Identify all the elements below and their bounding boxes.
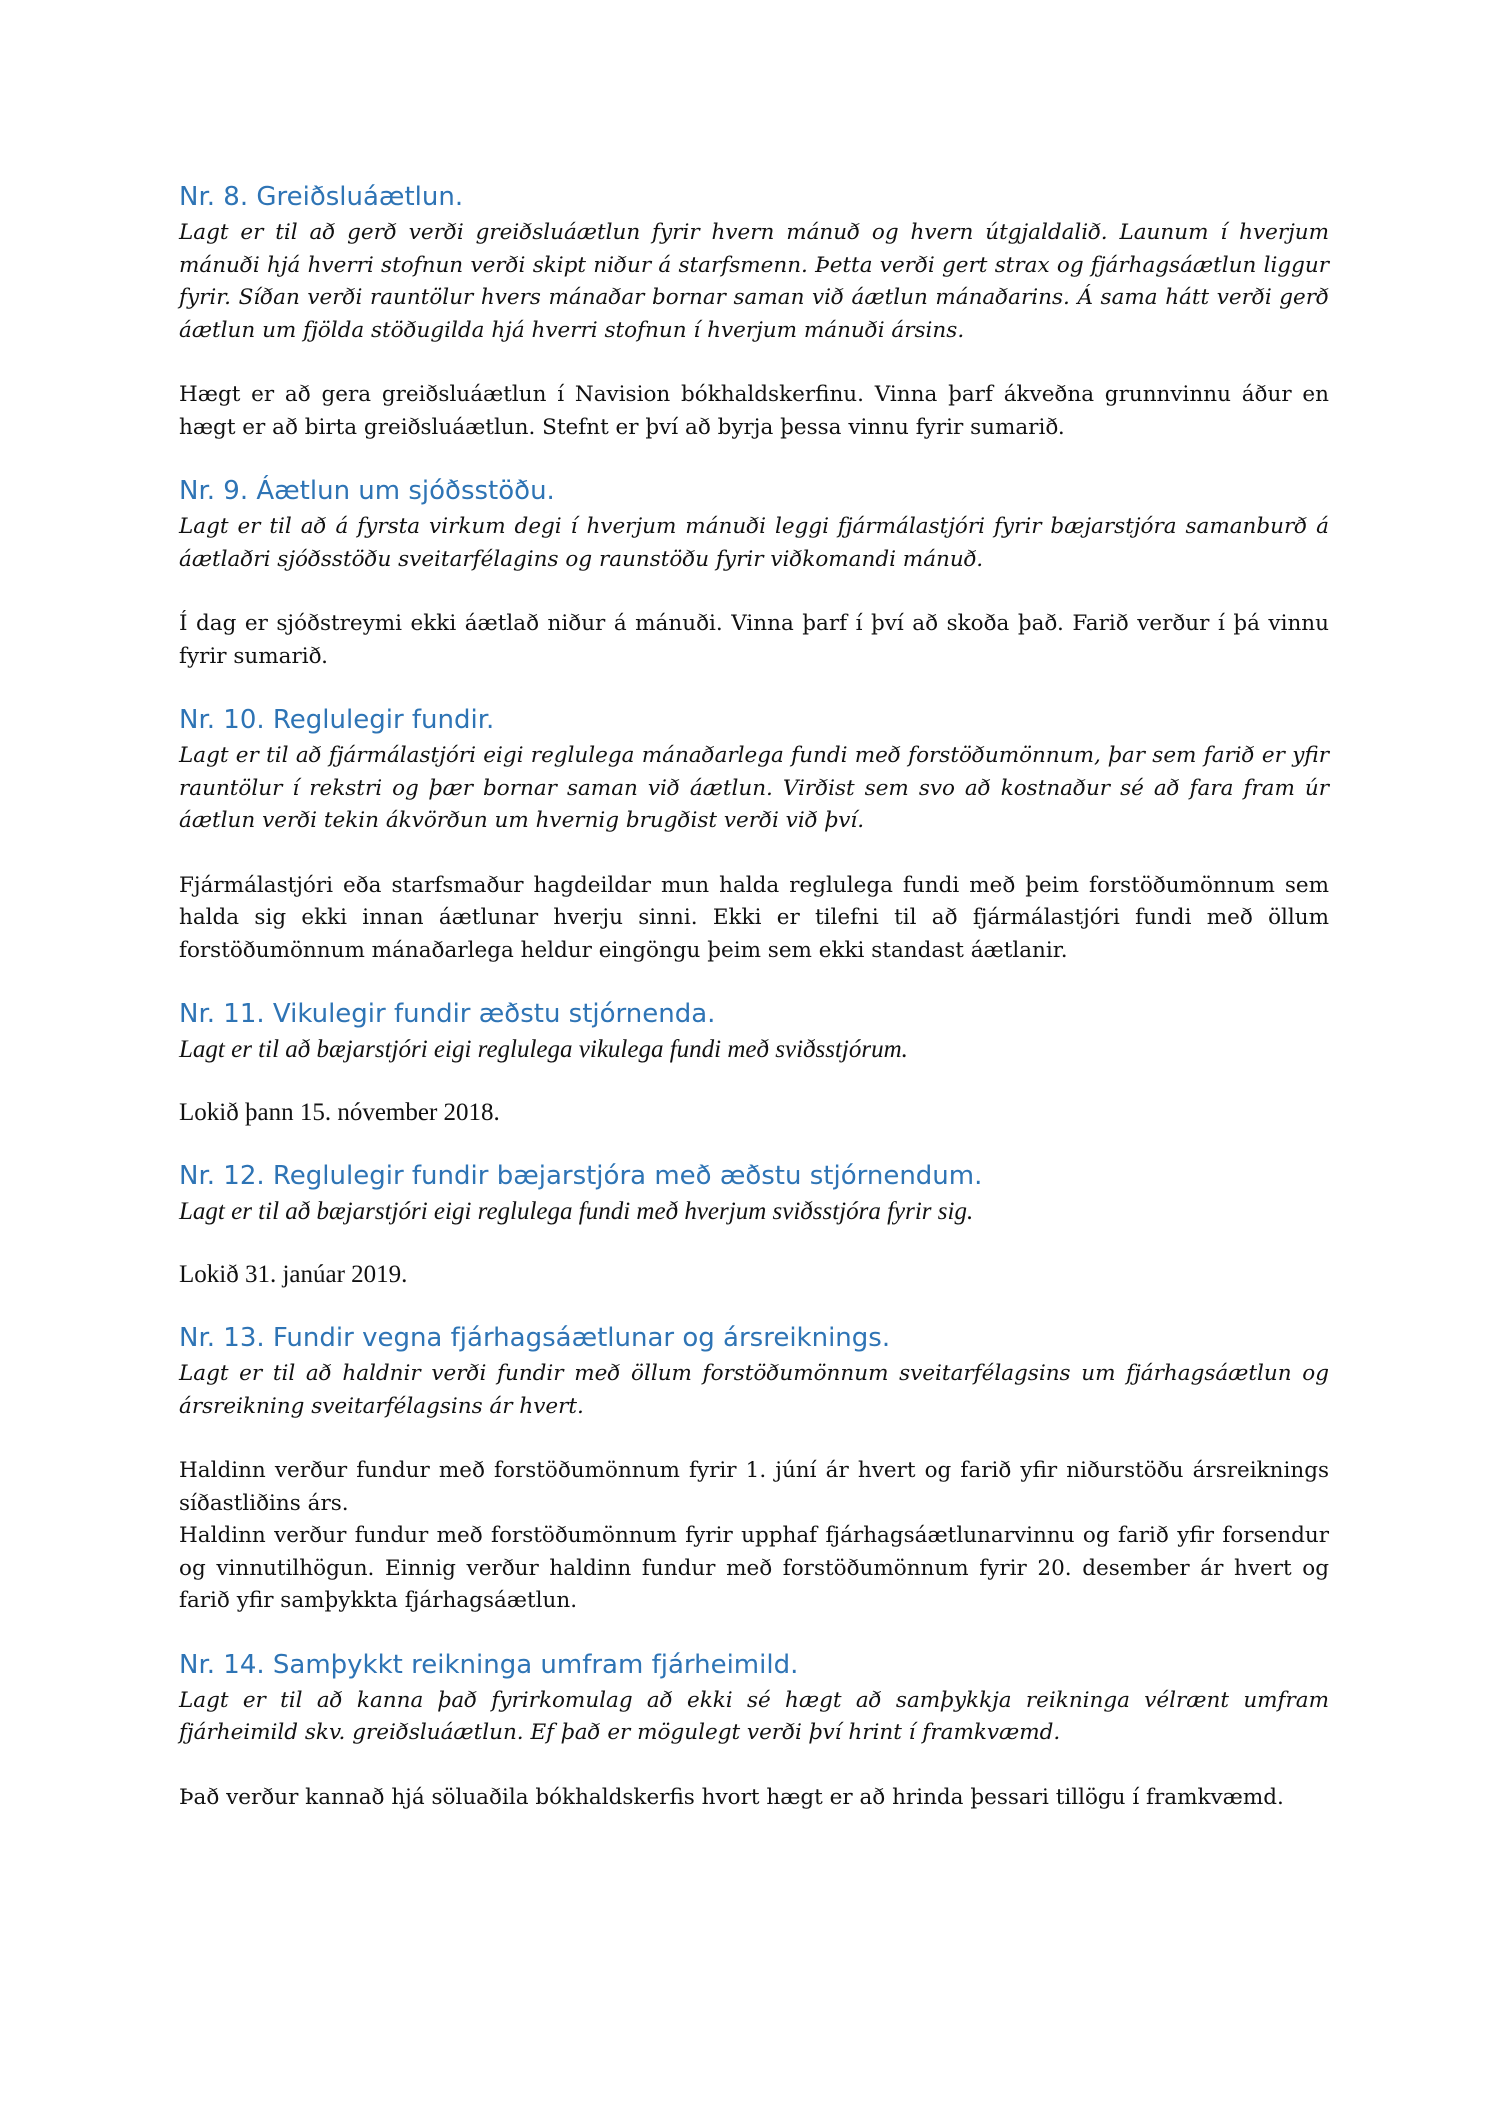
section-heading: Nr. 9. Áætlun um sjóðsstöðu. [179,476,555,506]
section-nr-12 [179,1159,1329,1291]
section-response: Haldinn verður fundur með forstöðumönnum fyrir 1. júní ár hvert og farið yfir niðurstöðu ársreiknings síðastliðins árs. [179,1458,1329,1516]
section-nr-8 [179,180,1329,444]
section-response: Í dag er sjóðstreymi ekki áætlað niður á mánuði. Vinna þarf í því að skoða það. Farið verður í þá vinnu fyrir sumarið. [179,611,1329,669]
section-response: Lokið þann 15. nóvember 2018. [179,1098,500,1126]
document-page [179,180,1329,1814]
section-response: Lokið 31. janúar 2019. [179,1260,408,1288]
section-proposal: Lagt er til að haldnir verði fundir með öllum forstöðumönnum sveitarfélagsins um fjárhagsáætlun og ársreikning sveitarfélagsins ár hvert. [179,1361,1329,1419]
section-response: Hægt er að gera greiðsluáætlun í Navision bókhaldskerfinu. Vinna þarf ákveðna grunnvinnu áður en hægt er að birta greiðsluáætlun. Stefnt er því að byrja þessa vinnu fyrir sumarið. [179,382,1329,440]
section-heading: Nr. 13. Fundir vegna fjárhagsáætlunar og ársreiknings. [179,1323,891,1353]
section-heading: Nr. 14. Samþykkt reikninga umfram fjárheimild. [179,1649,799,1680]
section-nr-11 [179,997,1329,1129]
section-heading: Nr. 8. Greiðsluáætlun. [179,182,464,212]
section-proposal: Lagt er til að kanna það fyrirkomulag að ekki sé hægt að samþykkja reikninga vélrænt umfram fjárheimild skv. greiðsluáætlun. Ef það er mögulegt verði því hrint í framkvæmd. [179,1687,1329,1745]
section-proposal: Lagt er til að á fyrsta virkum degi í hverjum mánuði leggi fjármálastjóri fyrir bæjarstjóra samanburð á áætlaðri sjóðsstöðu sveitarfélagins og raunstöðu fyrir viðkomandi mánuð. [179,514,1329,572]
section-heading: Nr. 12. Reglulegir fundir bæjarstjóra með æðstu stjórnendum. [179,1161,983,1191]
section-response-2: Haldinn verður fundur með forstöðumönnum fyrir upphaf fjárhagsáætlunarvinnu og farið yfir forsendur og vinnutilhögun. Einnig verður haldinn fundur með forstöðumönnum fyrir 20. desember ár hvert og farið yfir samþykkta fjárhagsáætlun. [179,1523,1329,1613]
section-nr-13 [179,1321,1329,1618]
section-nr-14 [179,1648,1329,1815]
section-proposal: Lagt er til að bæjarstjóri eigi reglulega vikulega fundi með sviðsstjórum. [179,1036,908,1063]
section-heading: Nr. 10. Reglulegir fundir. [179,705,495,735]
section-response: Það verður kannað hjá söluaðila bókhaldskerfis hvort hægt er að hrinda þessari tillögu í framkvæmd. [179,1784,1284,1810]
section-proposal: Lagt er til að gerð verði greiðsluáætlun fyrir hvern mánuð og hvern útgjaldalið. Launum í hverjum mánuði hjá hverri stofnun verði skipt niður á starfsmenn. Þetta verði gert strax og fjárhagsáætlun liggur fyrir. Síðan verði rauntölur hvers mánaðar bornar saman við áætlun mánaðarins. Á sama hátt verði gerð áætlun um fjölda stöðugilda hjá hverri stofnun í hverjum mánuði ársins. [179,220,1329,343]
section-proposal: Lagt er til að bæjarstjóri eigi reglulega fundi með hverjum sviðsstjóra fyrir sig. [179,1198,974,1225]
section-heading: Nr. 11. Vikulegir fundir æðstu stjórnenda. [179,999,716,1029]
section-nr-10 [179,703,1329,967]
section-proposal: Lagt er til að fjármálastjóri eigi reglulega mánaðarlega fundi með forstöðumönnum, þar sem farið er yfir rauntölur í rekstri og þær bornar saman við áætlun. Virðist sem svo að kostnaður sé að fara fram úr áætlun verði tekin ákvörðun um hvernig brugðist verði við því. [179,743,1329,833]
section-response: Fjármálastjóri eða starfsmaður hagdeildar mun halda reglulega fundi með þeim forstöðumönnum sem halda sig ekki innan áætlunar hverju sinni. Ekki er tilefni til að fjármálastjóri fundi með öllum forstöðumönnum mánaðarlega heldur eingöngu þeim sem ekki standast áætlanir. [179,872,1329,963]
section-nr-9 [179,474,1329,673]
